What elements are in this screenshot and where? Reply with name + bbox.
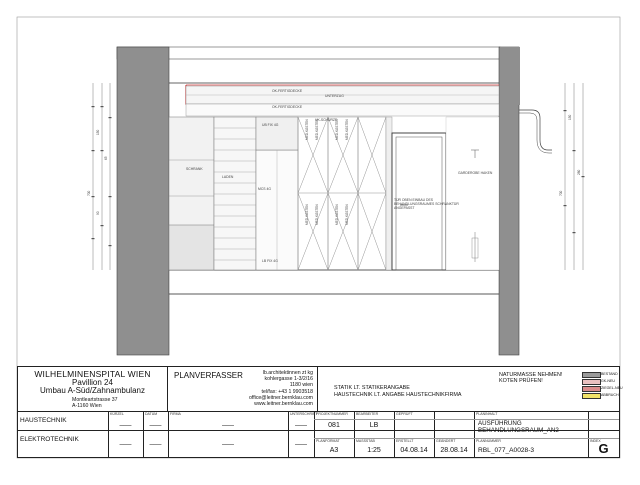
trade-haustechnik-kuerzel: ___	[119, 419, 132, 426]
legend-label-abbruch: ABBRUCH	[601, 393, 619, 397]
project-name: WILHELMINENSPITAL WIEN	[34, 369, 151, 379]
kasten-label-5: MED.KÄSTEN	[305, 204, 309, 225]
label-door-note: TÜR OBEN EINBAU DES BEHANDLUNGSRAUMES SCHRANKTÜR ANGEPASST	[394, 198, 459, 210]
hdr-geprueft: GEPRÜFT	[396, 412, 413, 416]
label-laden: LADEN	[222, 175, 234, 179]
kasten-label-3: MED.KÄSTEN	[335, 119, 339, 140]
meta-projektnummer: 081	[328, 422, 340, 429]
hdr-massstab: MASSSTAB	[356, 439, 375, 443]
meta-bearbeiter: LB	[369, 422, 379, 429]
hdr-planformat: PLANFORMAT	[316, 439, 340, 443]
note-haustechnik: HAUSTECHNIK LT. ANGABE HAUSTECHNIKFIRMA	[334, 391, 462, 398]
legend-swatch-ziegel-neu	[582, 386, 601, 392]
meta-massstab: 1:25	[367, 447, 381, 454]
svg-text:700: 700	[559, 190, 563, 196]
ceiling-slab	[117, 47, 500, 59]
project-building: Pavillion 24	[72, 377, 113, 387]
project-address-1: Montleartstrasse 37	[72, 396, 118, 403]
note-koten: KOTEN PRÜFEN!	[499, 378, 543, 385]
label-hooks: GARDEROBE HAKEN	[458, 171, 493, 175]
label-mcs: MCS 4G	[258, 187, 271, 191]
svg-text:150: 150	[96, 129, 100, 135]
hdr-index: INDEX	[590, 439, 601, 443]
hdr-unterschrift: UNTERSCHRIFT	[290, 412, 318, 416]
legend-swatch-bestand	[582, 372, 601, 378]
planer-firm: lb.architektinnen zt kg	[262, 370, 313, 376]
kasten-label-2: MED.KÄSTEN	[315, 119, 319, 140]
left-wall	[117, 47, 169, 355]
project-scope: Umbau A-Süd/Zahnambulanz	[40, 386, 145, 395]
hdr-geaendert: GEÄNDERT	[436, 439, 456, 443]
trade-haustechnik-unterschrift: ___	[295, 419, 307, 426]
hdr-datum: DATUM	[145, 412, 158, 416]
meta-planinhalt-2: BEHANDLUNGSRAUM_AN2	[478, 427, 559, 435]
meta-planinhalt	[474, 416, 588, 438]
label-unterzug: UNTERZUG	[325, 94, 344, 98]
note-statik: STATIK LT. STATIKERANGABE	[334, 385, 410, 391]
label-ok-decke-1: OK-FERTIGDECKE	[272, 89, 303, 93]
meta-plannummer: RBL_077_A0028-3	[478, 447, 535, 454]
title-block	[17, 366, 623, 458]
trade-haustechnik-firma: ___	[222, 419, 234, 426]
planer-city: 1180 wien	[289, 382, 313, 389]
legend-label-gk-neu: GK-NEU	[601, 379, 615, 383]
label-schrank: SCHRANK	[186, 167, 203, 171]
meta-index: G	[598, 441, 609, 456]
planer-info	[168, 367, 318, 411]
planer-title: PLANVERFASSER	[174, 371, 243, 380]
hdr-erstellt: ERSTELLT	[396, 439, 414, 443]
label-ub-fix-bottom: LB FIX 4G	[262, 259, 278, 263]
kasten-label-4: MED.KÄSTEN	[345, 119, 349, 140]
trade-elektrotechnik-datum: ___	[149, 438, 162, 445]
svg-text:280: 280	[577, 169, 581, 175]
project-address-2: A-1160 Wien	[72, 402, 102, 409]
kasten-label-7: MED.KÄSTEN	[335, 204, 339, 225]
note-naturmasse: NATURMASSE NEHMEN!	[499, 372, 563, 378]
legend-label-bestand: BESTAND	[601, 372, 618, 376]
project-info	[18, 367, 168, 411]
trade-elektrotechnik: ELEKTROTECHNIK	[20, 436, 79, 443]
legend-swatch-gk-neu	[582, 379, 601, 385]
svg-text:150: 150	[568, 114, 572, 120]
right-wall-top	[500, 47, 520, 105]
label-uk-schurz: UK-SCHÜRZE	[315, 118, 338, 122]
meta-planformat: A3	[329, 447, 339, 454]
meta-geaendert: 28.08.14	[440, 447, 468, 454]
hdr-kuerzel: KÜRZEL	[110, 412, 124, 416]
hdr-projektnummer: PROJEKTNUMMER	[316, 412, 348, 416]
planer-phone: tel/fax: +43 1 9903518	[261, 388, 313, 395]
hdr-planinhalt: PLANINHALT	[476, 412, 498, 416]
trade-haustechnik-datum: ___	[149, 419, 162, 426]
trade-elektrotechnik-kuerzel: ___	[119, 438, 132, 445]
hdr-firma: FIRMA	[170, 412, 181, 416]
label-ub-fix-top: UB FIX 4G	[262, 123, 279, 127]
hdr-plannummer: PLANNUMMER	[476, 439, 501, 443]
label-ok-decke-2: OK-FERTIGDECKE	[272, 105, 303, 109]
general-notes	[318, 367, 475, 411]
trade-elektrotechnik-unterschrift: ___	[295, 438, 307, 445]
legend-swatch-abbruch	[582, 393, 601, 399]
floor-slab	[169, 270, 499, 294]
legend	[545, 367, 621, 411]
kasten-label-1: MED.KÄSTEN	[305, 119, 309, 140]
measure-note	[475, 367, 563, 411]
trade-haustechnik: HAUSTECHNIK	[20, 417, 67, 424]
trade-elektrotechnik-firma: ___	[222, 438, 234, 445]
planer-email: office@leitner.bernklau.com	[249, 394, 313, 401]
legend-label-ziegel-neu: ZIEGEL-NEU	[601, 386, 623, 390]
kasten-label-6: MED.KÄSTEN	[315, 204, 319, 225]
planer-web: www.leitner.bernklau.com	[254, 401, 313, 408]
hdr-bearbeiter: BEARBEITER	[356, 412, 379, 416]
meta-planinhalt-1: AUSFÜHRUNG	[478, 420, 522, 427]
svg-text:65: 65	[104, 156, 108, 160]
svg-text:90: 90	[96, 211, 100, 215]
planer-street: kohlergasse 1-3/2/16	[264, 376, 313, 383]
kasten-label-8: MED.KÄSTEN	[345, 204, 349, 225]
meta-erstellt: 04.08.14	[400, 447, 428, 454]
svg-text:700: 700	[87, 190, 91, 196]
